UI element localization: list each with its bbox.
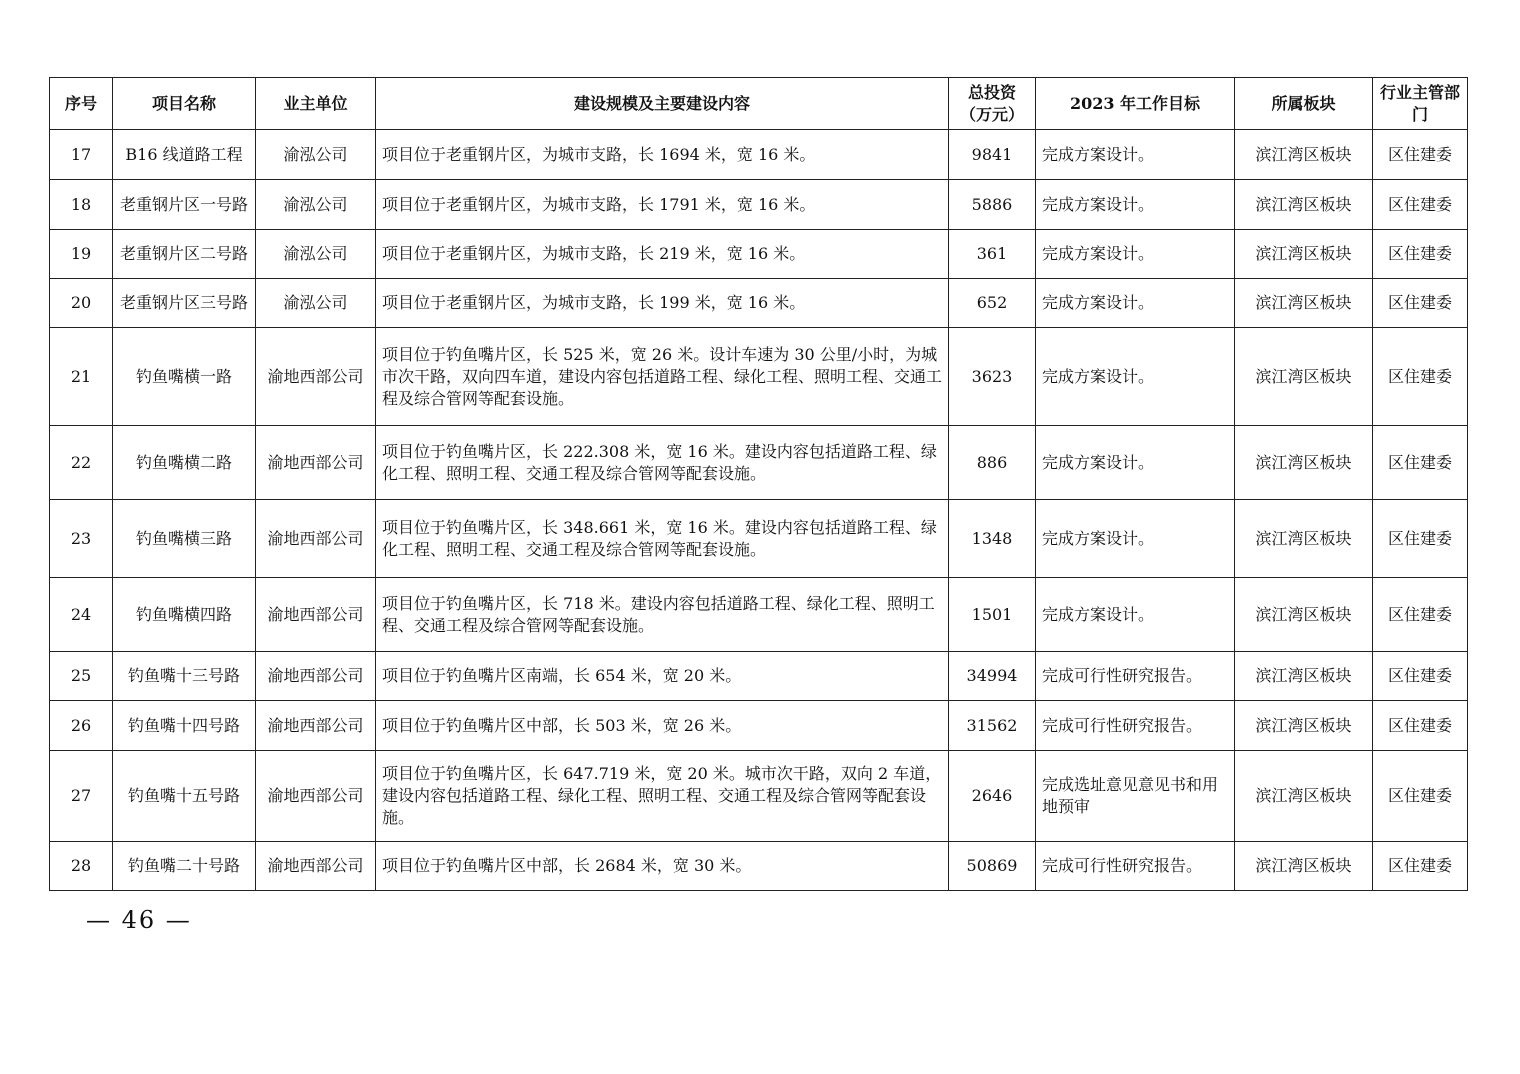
cell-no: 20 [50,279,113,328]
table-row [50,652,1468,701]
cell-content: 项目位于老重钢片区，为城市支路，长 199 米，宽 16 米。 [376,279,949,328]
cell-owner: 渝泓公司 [256,279,376,328]
cell-sector: 滨江湾区板块 [1235,842,1373,891]
cell-invest: 50869 [949,842,1036,891]
cell-invest: 886 [949,426,1036,500]
cell-goal: 完成方案设计。 [1036,230,1235,279]
cell-goal: 完成方案设计。 [1036,279,1235,328]
cell-name: 钓鱼嘴十四号路 [113,701,256,751]
cell-owner: 渝地西部公司 [256,578,376,652]
cell-sector: 滨江湾区板块 [1235,751,1373,842]
cell-content: 项目位于钓鱼嘴片区中部，长 503 米，宽 26 米。 [376,701,949,751]
cell-no: 24 [50,578,113,652]
cell-owner: 渝地西部公司 [256,426,376,500]
cell-name: 钓鱼嘴横二路 [113,426,256,500]
cell-dept: 区住建委 [1373,652,1468,701]
cell-goal: 完成可行性研究报告。 [1036,701,1235,751]
cell-invest: 652 [949,279,1036,328]
cell-dept: 区住建委 [1373,751,1468,842]
cell-invest: 3623 [949,328,1036,426]
cell-content: 项目位于钓鱼嘴片区，长 222.308 米，宽 16 米。建设内容包括道路工程、绿化工程、照明工程、交通工程及综合管网等配套设施。 [376,426,949,500]
cell-name: B16 线道路工程 [113,130,256,180]
cell-goal: 完成方案设计。 [1036,328,1235,426]
cell-sector: 滨江湾区板块 [1235,130,1373,180]
cell-owner: 渝地西部公司 [256,328,376,426]
cell-owner: 渝泓公司 [256,180,376,230]
cell-name: 钓鱼嘴横四路 [113,578,256,652]
table-row [50,328,1468,426]
cell-name: 老重钢片区一号路 [113,180,256,230]
cell-owner: 渝地西部公司 [256,842,376,891]
cell-sector: 滨江湾区板块 [1235,426,1373,500]
cell-dept: 区住建委 [1373,328,1468,426]
cell-dept: 区住建委 [1373,279,1468,328]
table-row [50,180,1468,230]
header-dept: 行业主管部门 [1373,78,1468,130]
cell-name: 钓鱼嘴十三号路 [113,652,256,701]
cell-content: 项目位于钓鱼嘴片区，长 718 米。建设内容包括道路工程、绿化工程、照明工程、交通工程及综合管网等配套设施。 [376,578,949,652]
table-row [50,279,1468,328]
cell-content: 项目位于老重钢片区，为城市支路，长 219 米，宽 16 米。 [376,230,949,279]
cell-dept: 区住建委 [1373,701,1468,751]
cell-invest: 1348 [949,500,1036,578]
cell-dept: 区住建委 [1373,426,1468,500]
header-invest: 总投资（万元） [949,78,1036,130]
cell-dept: 区住建委 [1373,230,1468,279]
cell-owner: 渝泓公司 [256,130,376,180]
cell-invest: 5886 [949,180,1036,230]
cell-invest: 9841 [949,130,1036,180]
cell-owner: 渝泓公司 [256,230,376,279]
cell-owner: 渝地西部公司 [256,751,376,842]
cell-goal: 完成方案设计。 [1036,130,1235,180]
cell-sector: 滨江湾区板块 [1235,328,1373,426]
cell-sector: 滨江湾区板块 [1235,578,1373,652]
table-row [50,500,1468,578]
cell-content: 项目位于钓鱼嘴片区，长 525 米，宽 26 米。设计车速为 30 公里/小时，为城市次干路，双向四车道，建设内容包括道路工程、绿化工程、照明工程、交通工程及综合管网等配套设施。 [376,328,949,426]
cell-no: 17 [50,130,113,180]
cell-content: 项目位于钓鱼嘴片区，长 647.719 米，宽 20 米。城市次干路，双向 2 车道，建设内容包括道路工程、绿化工程、照明工程、交通工程及综合管网等配套设施。 [376,751,949,842]
cell-name: 老重钢片区三号路 [113,279,256,328]
cell-name: 钓鱼嘴横三路 [113,500,256,578]
cell-goal: 完成方案设计。 [1036,180,1235,230]
header-name: 项目名称 [113,78,256,130]
table-row [50,426,1468,500]
cell-sector: 滨江湾区板块 [1235,652,1373,701]
cell-goal: 完成可行性研究报告。 [1036,842,1235,891]
header-no: 序号 [50,78,113,130]
cell-sector: 滨江湾区板块 [1235,500,1373,578]
cell-no: 27 [50,751,113,842]
cell-sector: 滨江湾区板块 [1235,279,1373,328]
cell-owner: 渝地西部公司 [256,701,376,751]
cell-dept: 区住建委 [1373,130,1468,180]
cell-dept: 区住建委 [1373,180,1468,230]
cell-name: 钓鱼嘴十五号路 [113,751,256,842]
header-goal: 2023 年工作目标 [1036,78,1235,130]
table-row [50,751,1468,842]
table-row [50,842,1468,891]
cell-owner: 渝地西部公司 [256,652,376,701]
cell-invest: 2646 [949,751,1036,842]
project-table [49,77,1468,891]
cell-content: 项目位于钓鱼嘴片区，长 348.661 米，宽 16 米。建设内容包括道路工程、绿化工程、照明工程、交通工程及综合管网等配套设施。 [376,500,949,578]
cell-no: 21 [50,328,113,426]
table-row [50,130,1468,180]
header-sector: 所属板块 [1235,78,1373,130]
cell-no: 22 [50,426,113,500]
cell-no: 23 [50,500,113,578]
cell-content: 项目位于钓鱼嘴片区南端，长 654 米，宽 20 米。 [376,652,949,701]
table-row [50,230,1468,279]
cell-content: 项目位于钓鱼嘴片区中部，长 2684 米，宽 30 米。 [376,842,949,891]
cell-name: 钓鱼嘴二十号路 [113,842,256,891]
header-owner: 业主单位 [256,78,376,130]
cell-no: 18 [50,180,113,230]
cell-content: 项目位于老重钢片区，为城市支路，长 1791 米，宽 16 米。 [376,180,949,230]
cell-dept: 区住建委 [1373,578,1468,652]
cell-dept: 区住建委 [1373,842,1468,891]
cell-name: 老重钢片区二号路 [113,230,256,279]
cell-dept: 区住建委 [1373,500,1468,578]
cell-goal: 完成选址意见意见书和用地预审 [1036,751,1235,842]
cell-content: 项目位于老重钢片区，为城市支路，长 1694 米，宽 16 米。 [376,130,949,180]
cell-name: 钓鱼嘴横一路 [113,328,256,426]
cell-goal: 完成方案设计。 [1036,500,1235,578]
cell-sector: 滨江湾区板块 [1235,701,1373,751]
cell-goal: 完成方案设计。 [1036,426,1235,500]
cell-invest: 1501 [949,578,1036,652]
cell-no: 19 [50,230,113,279]
cell-owner: 渝地西部公司 [256,500,376,578]
cell-invest: 361 [949,230,1036,279]
cell-invest: 34994 [949,652,1036,701]
header-content: 建设规模及主要建设内容 [376,78,949,130]
cell-sector: 滨江湾区板块 [1235,230,1373,279]
cell-no: 26 [50,701,113,751]
cell-goal: 完成方案设计。 [1036,578,1235,652]
page-number: — 46 — [86,906,192,934]
cell-no: 25 [50,652,113,701]
cell-goal: 完成可行性研究报告。 [1036,652,1235,701]
header-row [50,78,1468,130]
cell-invest: 31562 [949,701,1036,751]
cell-no: 28 [50,842,113,891]
cell-sector: 滨江湾区板块 [1235,180,1373,230]
table-row [50,578,1468,652]
table-row [50,701,1468,751]
